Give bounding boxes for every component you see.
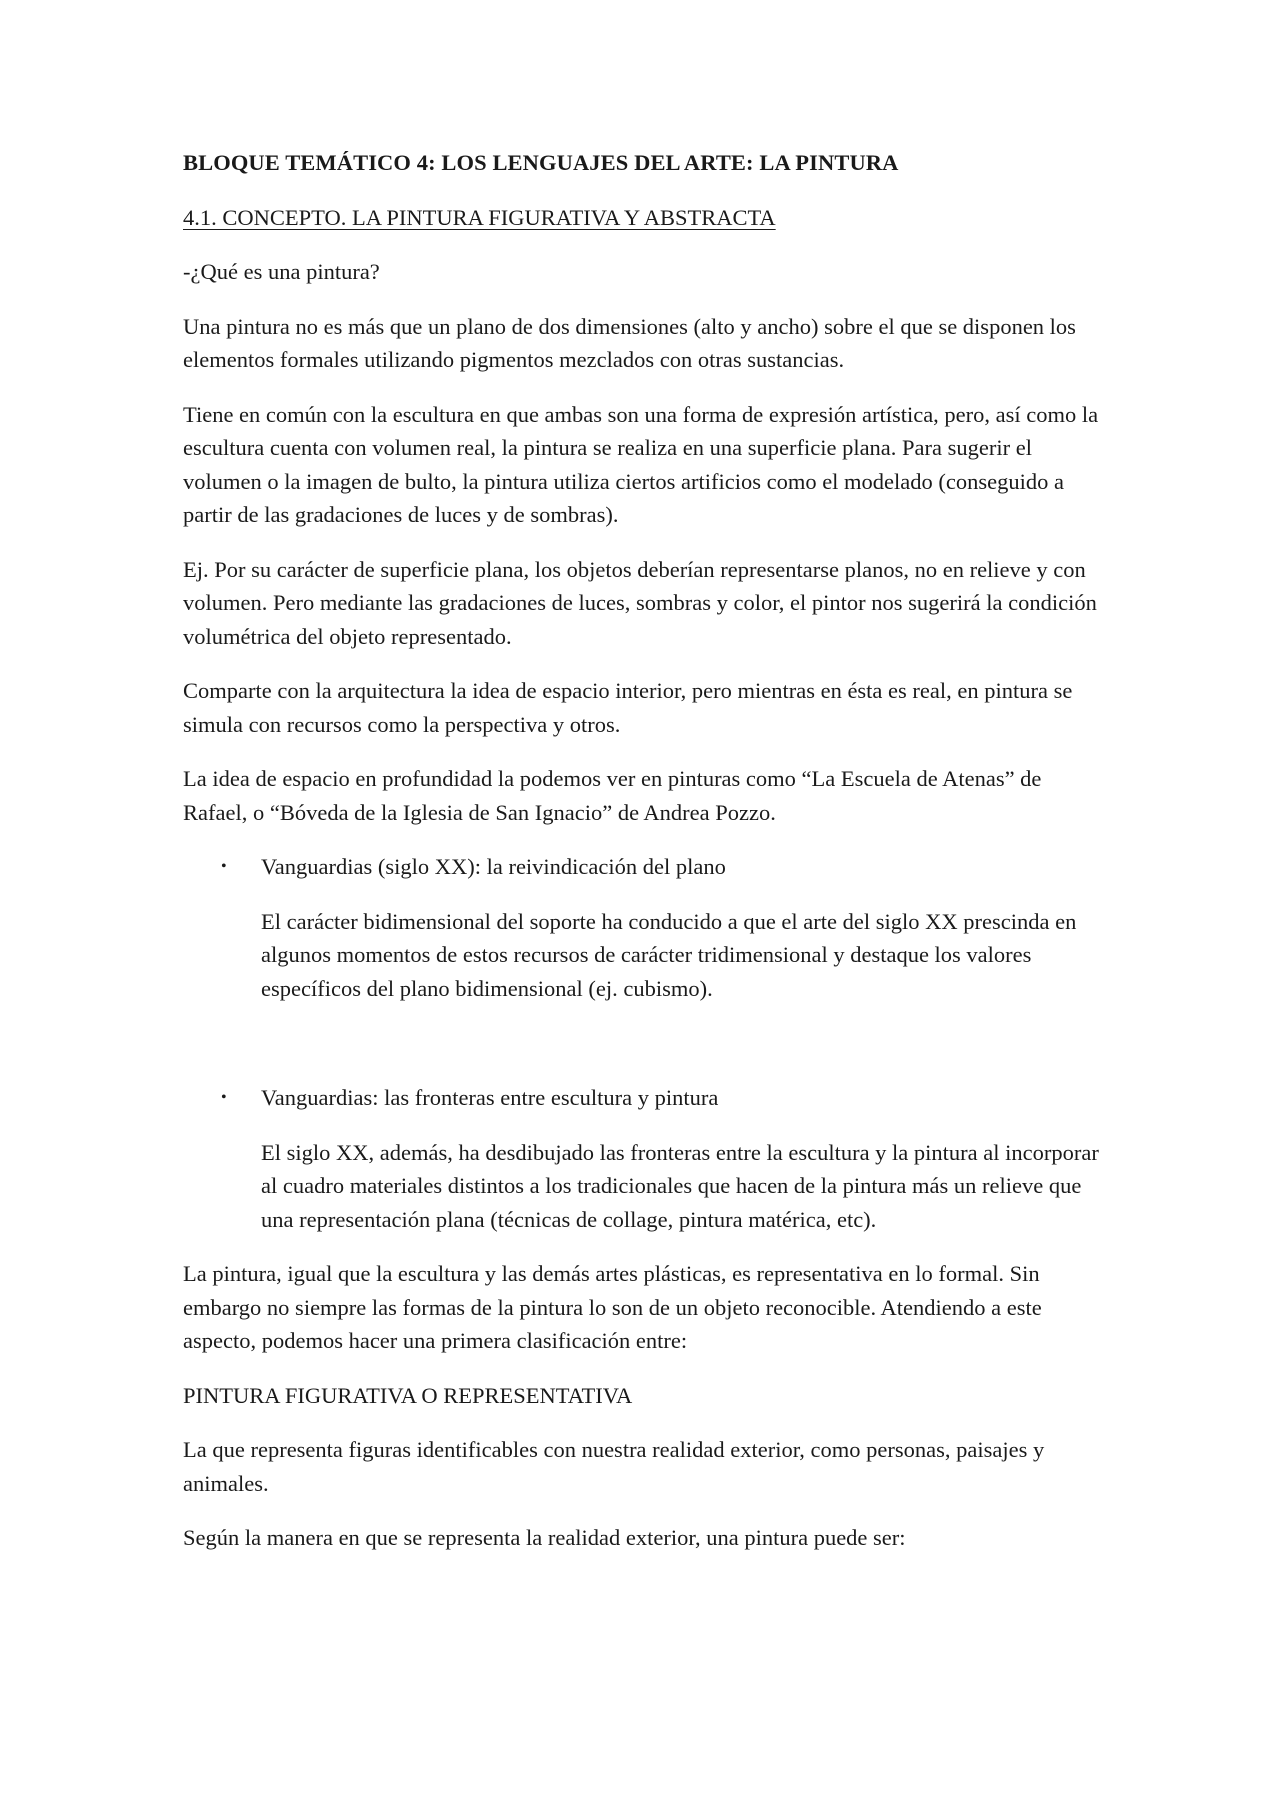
- bullet-body: El siglo XX, además, ha desdibujado las fronteras entre la escultura y la pintura al incorporar al cuadro materiales distintos a los tradicionales que hacen de la pintura más un relieve que una representación plana (técnicas de collage, pintura matérica, etc).: [261, 1139, 1099, 1232]
- paragraph-example: Ej. Por su carácter de superficie plana, los objetos deberían representarse planos, no en relieve y con volumen. Pero mediante las gradaciones de luces, sombras y color, el pintor nos sugerirá la condición volumétrica del objeto representado.: [183, 556, 1097, 649]
- bullet-heading: Vanguardias (siglo XX): la reivindicación del plano: [261, 854, 726, 879]
- bullet-marker: •: [221, 1089, 227, 1106]
- bullet-marker: •: [221, 858, 227, 875]
- paragraph-depth-examples: La idea de espacio en profundidad la podemos ver en pinturas como “La Escuela de Atenas” de Rafael, o “Bóveda de la Iglesia de San Ignacio” de Andrea Pozzo.: [183, 766, 1042, 825]
- subheading-figurative: PINTURA FIGURATIVA O REPRESENTATIVA: [183, 1382, 633, 1408]
- paragraph-classification: La pintura, igual que la escultura y las demás artes plásticas, es representativa en lo formal. Sin embargo no siempre las formas de la pintura lo son de un objeto reconocible. Atendiendo a este aspecto, podemos hacer una primera clasificación entre:: [183, 1261, 1042, 1353]
- question-text: -¿Qué es una pintura?: [183, 259, 380, 284]
- bullet-body: El carácter bidimensional del soporte ha conducido a que el arte del siglo XX prescinda en algunos momentos de estos recursos de carácter tridimensional y destaque los valores específicos del plano bidimensional (ej. cubismo).: [261, 908, 1077, 1001]
- section-heading: 4.1. CONCEPTO. LA PINTURA FIGURATIVA Y ABSTRACTA: [183, 204, 776, 230]
- document-title: BLOQUE TEMÁTICO 4: LOS LENGUAJES DEL ARTE: LA PINTURA: [183, 150, 899, 175]
- bullet-item: [183, 850, 1108, 884]
- bullet-heading: Vanguardias: las fronteras entre escultura y pintura: [261, 1085, 719, 1110]
- paragraph-figurative-definition: La que representa figuras identificables con nuestra realidad exterior, como personas, paisajes y animales.: [183, 1437, 1045, 1496]
- paragraph-representation-types: Según la manera en que se representa la realidad exterior, una pintura puede ser:: [183, 1525, 906, 1550]
- paragraph-sculpture-comparison: Tiene en común con la escultura en que ambas son una forma de expresión artística, pero, así como la escultura cuenta con volumen real, la pintura se realiza en una superficie plana. Para sugerir el volumen o la imagen de bulto, la pintura utiliza ciertos artificios como el modelado (conseguido a partir de las gradaciones de luces y de sombras).: [183, 401, 1099, 527]
- bullet-item: [183, 1081, 1108, 1115]
- paragraph-definition: Una pintura no es más que un plano de dos dimensiones (alto y ancho) sobre el que se disponen los elementos formales utilizando pigmentos mezclados con otras sustancias.: [183, 313, 1076, 372]
- document-content: [183, 146, 1108, 1576]
- section-heading-paragraph: [183, 201, 1108, 235]
- blank-line: [183, 1026, 1108, 1081]
- paragraph-architecture-comparison: Comparte con la arquitectura la idea de espacio interior, pero mientras en ésta es real, en pintura se simula con recursos como la perspectiva y otros.: [183, 678, 1073, 737]
